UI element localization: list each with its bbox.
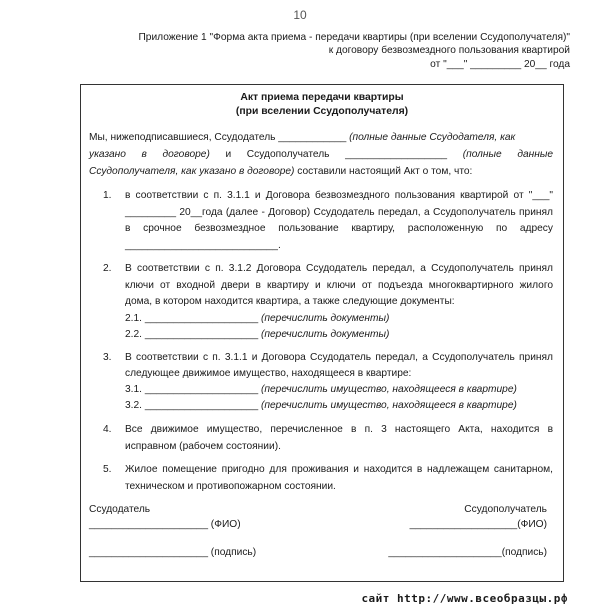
lender-signature-line: _____________________ (подпись) xyxy=(89,547,257,558)
item-3-sub-1: 3.1. ____________________ (перечислить имущество, находящееся в квартире) xyxy=(125,384,517,395)
item-2-line-2: ключи от входной двери в квартиру и ключи от подъезда многоквартирного жилого xyxy=(125,280,553,291)
appendix-header-line-3: от "___" _________ 20__ года xyxy=(430,59,570,70)
item-2-line-3: дома, в котором находится квартира, а также следующие документы: xyxy=(125,296,455,307)
appendix-header-line-1: Приложение 1 "Форма акта приема - передачи квартиры (при вселении Ссудополучателя)" xyxy=(138,32,570,43)
intro-line-1: Мы, нижеподписавшиеся, Ссудодатель ____________ (полные данные Ссудодателя, как xyxy=(89,132,516,143)
item-5-line-2: техническом и противопожарном состоянии. xyxy=(125,481,336,492)
item-3-sub-2: 3.2. ____________________ (перечислить имущество, находящееся в квартире) xyxy=(125,400,517,411)
item-1-line-1: в соответствии с п. 3.1.1 и Договора безвозмездного пользования квартирой от "___" xyxy=(125,190,553,201)
item-2-line-1: В соответствии с п. 3.1.2 Договора Ссудодатель передал, а Ссудополучатель принял xyxy=(125,263,553,274)
item-1-line-2: _________ 20__года (далее - Договор) Ссудодатель передал, а Ссудополучатель принял xyxy=(125,207,553,218)
item-4-line-1: Все движимое имущество, перечисленное в п. 3 настоящего Акта, находится в xyxy=(125,424,553,435)
page-number: 10 xyxy=(293,8,307,22)
item-3-number: 3. xyxy=(103,352,112,363)
borrower-signature-line: ____________________(подпись) xyxy=(388,547,547,558)
item-3-line-2: следующее движимое имущество, находящееся в квартире: xyxy=(125,368,412,379)
item-4-number: 4. xyxy=(103,424,112,435)
item-4-line-2: исправном (рабочем состоянии). xyxy=(125,441,281,452)
appendix-header-line-2: к договору безвозмездного пользования квартирой xyxy=(328,45,570,56)
intro-line-3: Ссудополучателя, как указано в договоре) составили настоящий Акт о том, что: xyxy=(89,166,473,177)
item-3-line-1: В соответствии с п. 3.1.1 и Договора Ссудодатель передал, а Ссудополучатель принял xyxy=(125,352,553,363)
item-1-line-4: ___________________________. xyxy=(125,240,281,251)
act-subtitle: (при вселении Ссудополучателя) xyxy=(235,106,409,117)
lender-title: Ссудодатель xyxy=(89,504,151,515)
borrower-title: Ссудополучатель xyxy=(464,504,547,515)
item-1-line-3: в срочное безвозмездное пользование квартиру, расположенную по адресу xyxy=(125,223,553,234)
item-1-number: 1. xyxy=(103,190,112,201)
intro-line-2: указано в договоре) и Ссудополучатель __________________ (полные данные xyxy=(89,149,553,160)
site-footer: сайт http://www.всеобразцы.рф xyxy=(361,592,568,605)
lender-fio-line: _____________________ (ФИО) xyxy=(89,519,241,530)
item-5-number: 5. xyxy=(103,464,112,475)
item-5-line-1: Жилое помещение пригодно для проживания и находится в надлежащем санитарном, xyxy=(125,464,553,475)
act-title: Акт приема передачи квартиры xyxy=(240,92,404,103)
item-2-sub-2: 2.2. ____________________ (перечислить документы) xyxy=(125,329,390,340)
item-2-number: 2. xyxy=(103,263,112,274)
item-2-sub-1: 2.1. ____________________ (перечислить документы) xyxy=(125,313,390,324)
borrower-fio-line: ___________________(ФИО) xyxy=(409,519,547,530)
